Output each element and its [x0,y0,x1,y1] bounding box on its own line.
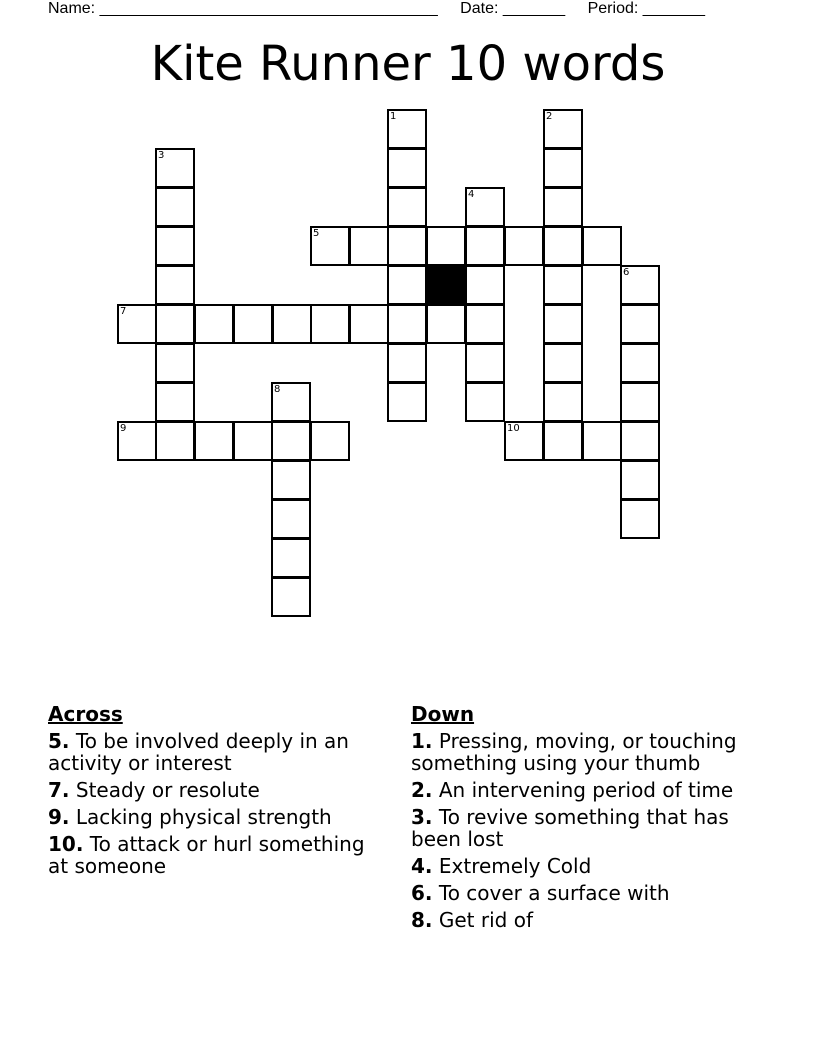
clue-number: 4. [411,854,433,878]
crossword-cell[interactable] [543,265,583,305]
crossword-cell[interactable] [504,421,544,461]
crossword-cell[interactable] [272,304,312,344]
crossword-cell[interactable] [465,382,505,422]
clue-number-label: 9 [120,423,127,434]
crossword-cell[interactable] [271,499,311,539]
clue-number-label: 4 [468,189,475,200]
crossword-cell[interactable] [310,304,350,344]
crossword-cell[interactable] [271,460,311,500]
crossword-cell[interactable] [155,265,195,305]
crossword-cell[interactable] [349,304,389,344]
crossword-cell[interactable] [543,382,583,422]
clue-text: Get rid of [432,908,533,932]
clue-text: An intervening period of time [432,778,734,802]
crossword-cell[interactable] [387,382,427,422]
clue-number-label: 10 [507,423,520,434]
crossword-cell[interactable] [155,382,195,422]
crossword-cell[interactable] [387,226,427,266]
period-field-label: Period: _______ [587,0,706,17]
crossword-cell[interactable] [465,226,505,266]
crossword-cell[interactable] [504,226,544,266]
crossword-cell[interactable] [155,187,195,227]
crossword-cell[interactable] [155,226,195,266]
crossword-black-cell [426,265,466,305]
crossword-cell[interactable] [426,226,466,266]
page-title: Kite Runner 10 words [150,36,666,92]
crossword-cell[interactable] [620,499,660,539]
down-clue [411,806,761,850]
crossword-cell[interactable] [620,304,660,344]
crossword-cell[interactable] [543,421,583,461]
clue-text: To cover a surface with [432,881,670,905]
crossword-cell[interactable] [543,226,583,266]
clue-number: 1. [411,729,433,753]
clue-number: 6. [411,881,433,905]
clue-text: To revive something that has been lost [411,805,729,851]
across-clue [48,806,388,828]
crossword-cell[interactable] [426,304,466,344]
down-clue [411,779,761,801]
clue-text: To attack or hurl something at someone [48,832,365,878]
clue-text: Lacking physical strength [69,805,332,829]
down-clues [411,702,761,936]
clue-number: 5. [48,729,70,753]
down-clue [411,882,761,904]
crossword-cell[interactable] [465,187,505,227]
clue-number: 7. [48,778,70,802]
clue-number: 8. [411,908,433,932]
clue-number-label: 3 [158,150,165,161]
crossword-cell[interactable] [155,343,195,383]
across-clue [48,730,388,774]
crossword-cell[interactable] [582,226,622,266]
name-field-label: Name: ______________________________________ [48,0,438,17]
crossword-cell[interactable] [271,538,311,578]
crossword-cell[interactable] [194,304,234,344]
crossword-cell[interactable] [387,148,427,188]
across-clue [48,779,388,801]
crossword-cell[interactable] [349,226,389,266]
crossword-cell[interactable] [543,109,583,149]
crossword-cell[interactable] [543,304,583,344]
crossword-cell[interactable] [117,421,157,461]
clue-number-label: 2 [546,111,553,122]
crossword-cell[interactable] [620,421,660,461]
crossword-cell[interactable] [465,265,505,305]
clue-number: 9. [48,805,70,829]
crossword-cell[interactable] [620,343,660,383]
crossword-cell[interactable] [155,304,195,344]
clue-text: Pressing, moving, or touching something using your thumb [411,729,737,775]
crossword-cell[interactable] [387,187,427,227]
across-heading: Across [48,702,123,726]
crossword-cell[interactable] [465,343,505,383]
crossword-cell[interactable] [620,460,660,500]
crossword-cell[interactable] [543,187,583,227]
clue-number: 10. [48,832,84,856]
crossword-cell[interactable] [155,421,195,461]
clue-text: To be involved deeply in an activity or interest [48,729,349,775]
clue-number-label: 5 [313,228,320,239]
crossword-cell[interactable] [543,148,583,188]
crossword-cell[interactable] [117,304,157,344]
crossword-cell[interactable] [155,148,195,188]
crossword-cell[interactable] [620,265,660,305]
crossword-cell[interactable] [387,343,427,383]
clue-number: 2. [411,778,433,802]
crossword-cell[interactable] [310,226,350,266]
down-clue [411,909,761,931]
crossword-cell[interactable] [310,421,350,461]
crossword-cell[interactable] [271,577,311,617]
crossword-cell[interactable] [543,343,583,383]
clue-number: 3. [411,805,433,829]
down-clue [411,730,761,774]
clue-number-label: 8 [274,384,281,395]
clue-text: Steady or resolute [69,778,260,802]
clue-number-label: 6 [623,267,630,278]
crossword-cell[interactable] [582,421,622,461]
crossword-cell[interactable] [194,421,234,461]
crossword-cell[interactable] [233,304,273,344]
clue-number-label: 7 [120,306,127,317]
down-clue-list [411,730,761,931]
clue-text: Extremely Cold [432,854,592,878]
crossword-cell[interactable] [620,382,660,422]
crossword-cell[interactable] [387,304,427,344]
across-clues [48,702,388,882]
down-heading: Down [411,702,475,726]
across-clue-list [48,730,388,877]
date-field-label: Date: _______ [460,0,566,17]
crossword-cell[interactable] [387,265,427,305]
crossword-cell[interactable] [271,382,311,422]
crossword-cell[interactable] [387,109,427,149]
crossword-cell[interactable] [271,421,311,461]
crossword-cell[interactable] [233,421,273,461]
down-clue [411,855,761,877]
crossword-cell[interactable] [465,304,505,344]
across-clue [48,833,388,877]
clue-number-label: 1 [390,111,397,122]
